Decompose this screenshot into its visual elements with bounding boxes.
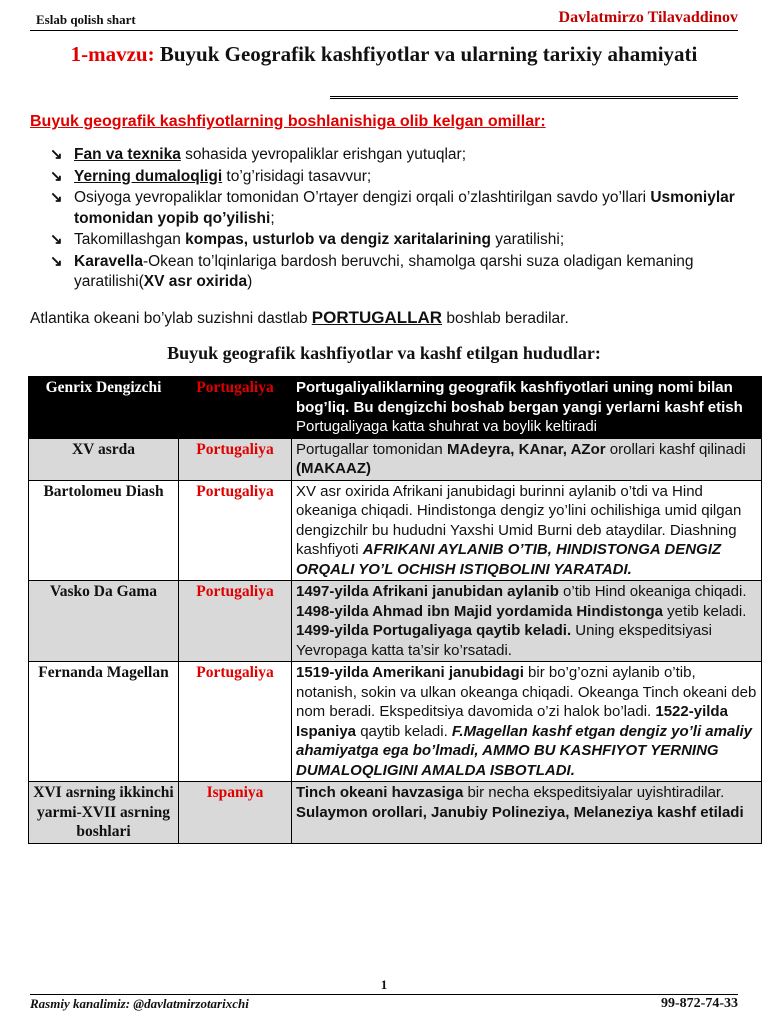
description-cell: 1519-yilda Amerikani janubidagi bir bo’g’ozni aylanib o’tib, notanish, sokin va ulkan okeanga chiqadi. Okeanga Tinch okeani deb nom beradi. Ekspeditsiya davomida o’zi halok bo’ladi. 1522-yilda Ispaniya qaytib keladi. F.Magellan kashf etgan dengiz yo’li amaliy ahamiyatga ega bo’lmadi, AMMO BU KASHFIYOT YERNING DUMALOQLIGINI AMALDA ISBOTLADI. <box>292 662 762 782</box>
page-title <box>30 40 738 68</box>
explorer-cell: Fernanda Magellan <box>29 662 179 782</box>
country-cell: Ispaniya <box>179 782 292 844</box>
page-number: 1 <box>380 977 388 992</box>
description-cell: 1497-yilda Afrikani janubidan aylanib o’tib Hind okeaniga chiqadi. 1498-yilda Ahmad ibn Majid yordamida Hindistonga yetib keladi. 1499-yilda Portugaliyaga qaytib keladi. Uning ekspeditsiyasi Yevropaga katta ta’sir ko’rsatadi. <box>292 581 762 662</box>
table-row <box>29 377 762 439</box>
description-cell: Portugallar tomonidan MAdeyra, KAnar, AZor orollari kashf qilinadi (MAKAAZ) <box>292 438 762 480</box>
header-label: Eslab qolish shart <box>36 12 136 27</box>
explorer-cell: Bartolomeu Diash <box>29 480 179 581</box>
country-cell: Portugaliya <box>179 377 292 439</box>
intro-sentence <box>30 308 569 328</box>
factor-item: ↘ Yerning dumaloqligi to’g’risidagi tasavvur; <box>50 167 740 188</box>
title-text: Buyuk Geografik kashfiyotlar va ularning tarixiy ahamiyati <box>159 42 698 66</box>
header-divider <box>30 30 738 31</box>
header-author <box>559 9 738 27</box>
table-row <box>29 782 762 844</box>
footer-divider <box>30 994 738 995</box>
arrow-bullet-icon: ↘ <box>50 252 63 270</box>
intro-emphasis: PORTUGALLAR <box>311 308 443 327</box>
explorer-cell: XV asrda <box>29 438 179 480</box>
discoveries-table <box>28 376 762 844</box>
table-row <box>29 581 762 662</box>
explorer-cell: Genrix Dengizchi <box>29 377 179 439</box>
arrow-bullet-icon: ↘ <box>50 167 63 185</box>
intro-pre: Atlantika okeani bo’ylab suzishni dastlab <box>30 310 312 327</box>
table-title: Buyuk geografik kashfiyotlar va kashf etilgan hududlar: <box>167 343 601 363</box>
arrow-bullet-icon: ↘ <box>50 189 63 206</box>
country-cell: Portugaliya <box>179 438 292 480</box>
intro-post: boshlab beradilar. <box>442 310 569 327</box>
arrow-bullet-icon: ↘ <box>50 146 63 163</box>
footer-phone: 99-872-74-33 <box>661 996 738 1011</box>
country-cell: Portugaliya <box>179 581 292 662</box>
description-cell: XV asr oxirida Afrikani janubidagi burinni aylanib o’tdi va Hind okeaniga chiqadi. Hindistonga dengiz yo’lini ochilishiga umid qilgan dengizchilr bu hududni Yaxshi Umid Burni deb ataydilar. Diashning kashfiyoti AFRIKANI AYLANIB O’TIB, HINDISTONGA DENGIZ ORQALI YO’L OCHISH ISTIQBOLINI YARATADI. <box>292 480 762 581</box>
country-cell: Portugaliya <box>179 480 292 581</box>
author-first-name: Davlatmirzo <box>558 9 644 26</box>
author-last-name: Tilavaddinov <box>647 9 738 26</box>
explorer-cell: XVI asrning ikkinchi yarmi-XVII asrning boshlari <box>29 782 179 844</box>
factor-item: ↘ Osiyoga yevropaliklar tomonidan O’rtayer dengizi orqali o’zlashtirilgan savdo yo’llari Usmoniylar tomonidan yopib qo’yilishi; <box>50 189 735 227</box>
factor-item: ↘ Fan va texnika sohasida yevropaliklar erishgan yutuqlar; <box>50 145 740 166</box>
title-underline <box>330 96 738 101</box>
footer-channel: Rasmiy kanalimiz: @davlatmirzotarixchi <box>30 996 249 1011</box>
title-prefix: 1-mavzu: <box>70 42 155 66</box>
factor-item: ↘ Karavella-Okean to’lqinlariga bardosh beruvchi, shamolga qarshi suza oladigan kemaning yaratilishi(XV asr oxirida) <box>50 252 694 290</box>
description-cell: Portugaliyaliklarning geografik kashfiyotlari uning nomi bilan bog’liq. Bu dengizchi boshab bergan yangi yerlarni kashf etish Portugaliyaga katta shuhrat va boylik keltiradi <box>292 377 762 439</box>
table-row <box>29 480 762 581</box>
factors-list <box>50 145 740 294</box>
description-cell: Tinch okeani havzasiga bir necha ekspeditsiyalar uyishtiradilar. Sulaymon orollari, Janubiy Polineziya, Melaneziya kashf etiladi <box>292 782 762 844</box>
factor-item: ↘ Takomillashgan kompas, usturlob va dengiz xaritalarining yaratilishi; <box>50 230 740 251</box>
arrow-bullet-icon: ↘ <box>50 231 63 248</box>
explorer-cell: Vasko Da Gama <box>29 581 179 662</box>
table-row <box>29 662 762 782</box>
factors-heading: Buyuk geografik kashfiyotlarning boshlanishiga olib kelgan omillar: <box>30 113 546 130</box>
table-row <box>29 438 762 480</box>
country-cell: Portugaliya <box>179 662 292 782</box>
